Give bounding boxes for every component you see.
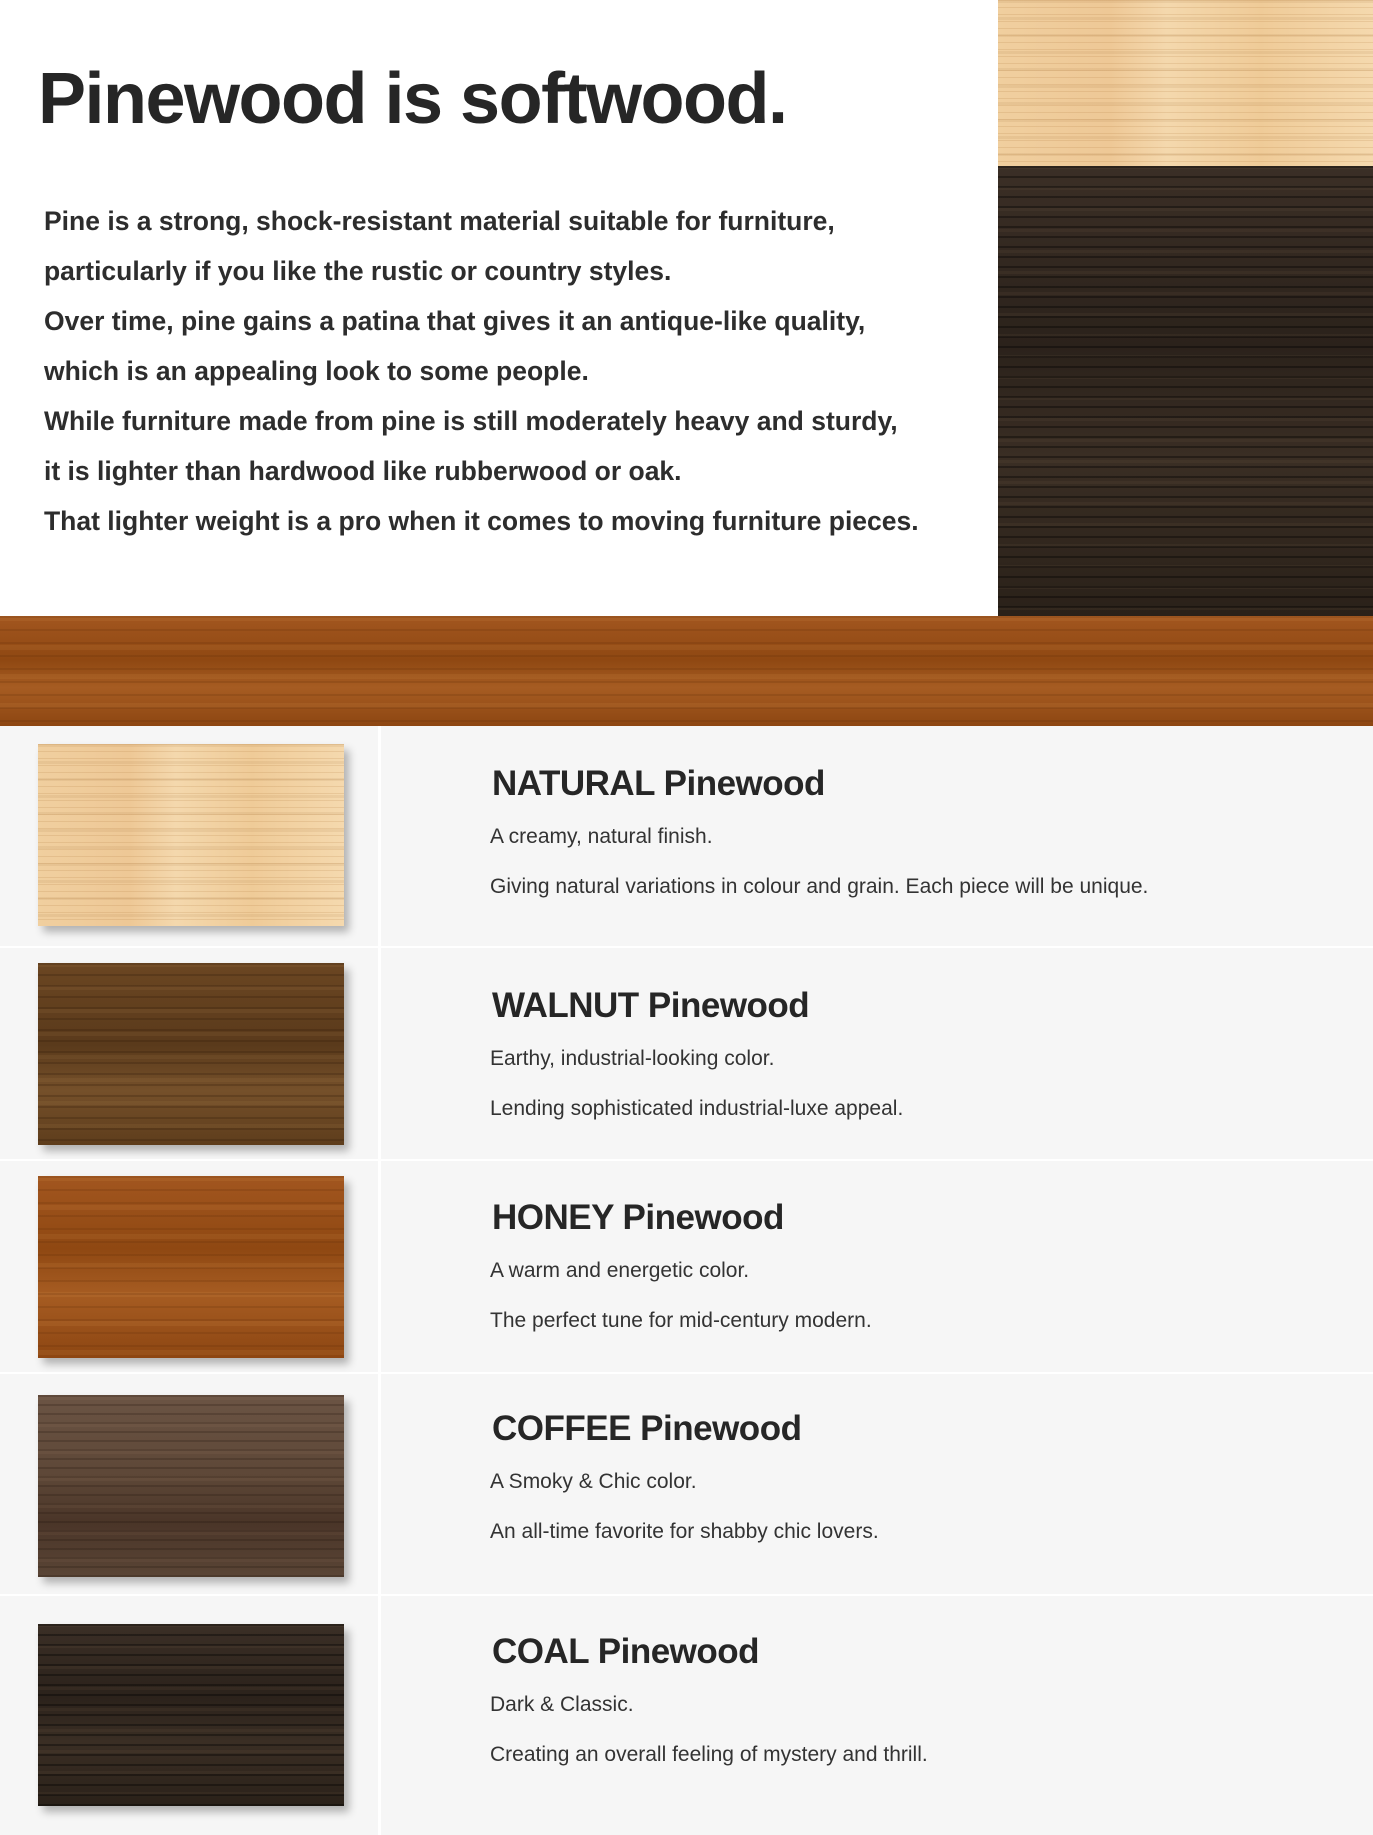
honey-swatch: [38, 1176, 344, 1358]
hero-line: Pine is a strong, shock-resistant material suitable for furniture,: [44, 206, 835, 236]
hero-line: That lighter weight is a pro when it comes to moving furniture pieces.: [44, 506, 919, 536]
finish-description: An all-time favorite for shabby chic lovers.: [490, 1520, 879, 1543]
natural-wood-texture: [998, 0, 1373, 166]
finish-title: COAL Pinewood: [492, 1632, 760, 1671]
hero-line: which is an appealing look to some people.: [44, 356, 589, 386]
swatch-column: [0, 1596, 381, 1835]
coffee-swatch: [38, 1395, 344, 1577]
finish-row-coffee: [0, 1374, 1373, 1596]
natural-swatch: [38, 744, 344, 926]
finish-tagline: A warm and energetic color.: [490, 1259, 750, 1282]
finish-list: [0, 726, 1373, 1835]
hero-line: While furniture made from pine is still moderately heavy and sturdy,: [44, 406, 898, 436]
finish-row-honey: [0, 1161, 1373, 1374]
coal-swatch: [38, 1624, 344, 1806]
hero-line: particularly if you like the rustic or country styles.: [44, 256, 672, 286]
finish-tagline: Dark & Classic.: [490, 1693, 634, 1716]
finish-tagline: A Smoky & Chic color.: [490, 1470, 697, 1493]
honey-wood-band: [0, 616, 1373, 726]
finish-row-coal: [0, 1596, 1373, 1835]
page-title: Pinewood is softwood.: [38, 59, 787, 139]
swatch-column: [0, 1161, 381, 1372]
finish-description: Lending sophisticated industrial-luxe appeal.: [490, 1097, 904, 1120]
finish-title: NATURAL Pinewood: [492, 764, 825, 803]
hero-description: [44, 196, 974, 546]
finish-title: COFFEE Pinewood: [492, 1409, 802, 1448]
finish-description: Giving natural variations in colour and grain. Each piece will be unique.: [490, 875, 1149, 898]
swatch-column: [0, 726, 381, 946]
swatch-column: [0, 948, 381, 1159]
swatch-column: [0, 1374, 381, 1594]
finish-row-walnut: [0, 948, 1373, 1161]
finish-tagline: A creamy, natural finish.: [490, 825, 713, 848]
hero-line: Over time, pine gains a patina that gives it an antique-like quality,: [44, 306, 866, 336]
finish-title: WALNUT Pinewood: [492, 986, 810, 1025]
hero-section: [0, 0, 998, 616]
finish-tagline: Earthy, industrial-looking color.: [490, 1047, 775, 1070]
finish-description: The perfect tune for mid-century modern.: [490, 1309, 872, 1332]
hero-line: it is lighter than hardwood like rubberwood or oak.: [44, 456, 682, 486]
finish-row-natural: [0, 726, 1373, 948]
walnut-swatch: [38, 963, 344, 1145]
finish-description: Creating an overall feeling of mystery and thrill.: [490, 1743, 928, 1766]
coal-wood-texture: [998, 166, 1373, 616]
finish-title: HONEY Pinewood: [492, 1198, 784, 1237]
